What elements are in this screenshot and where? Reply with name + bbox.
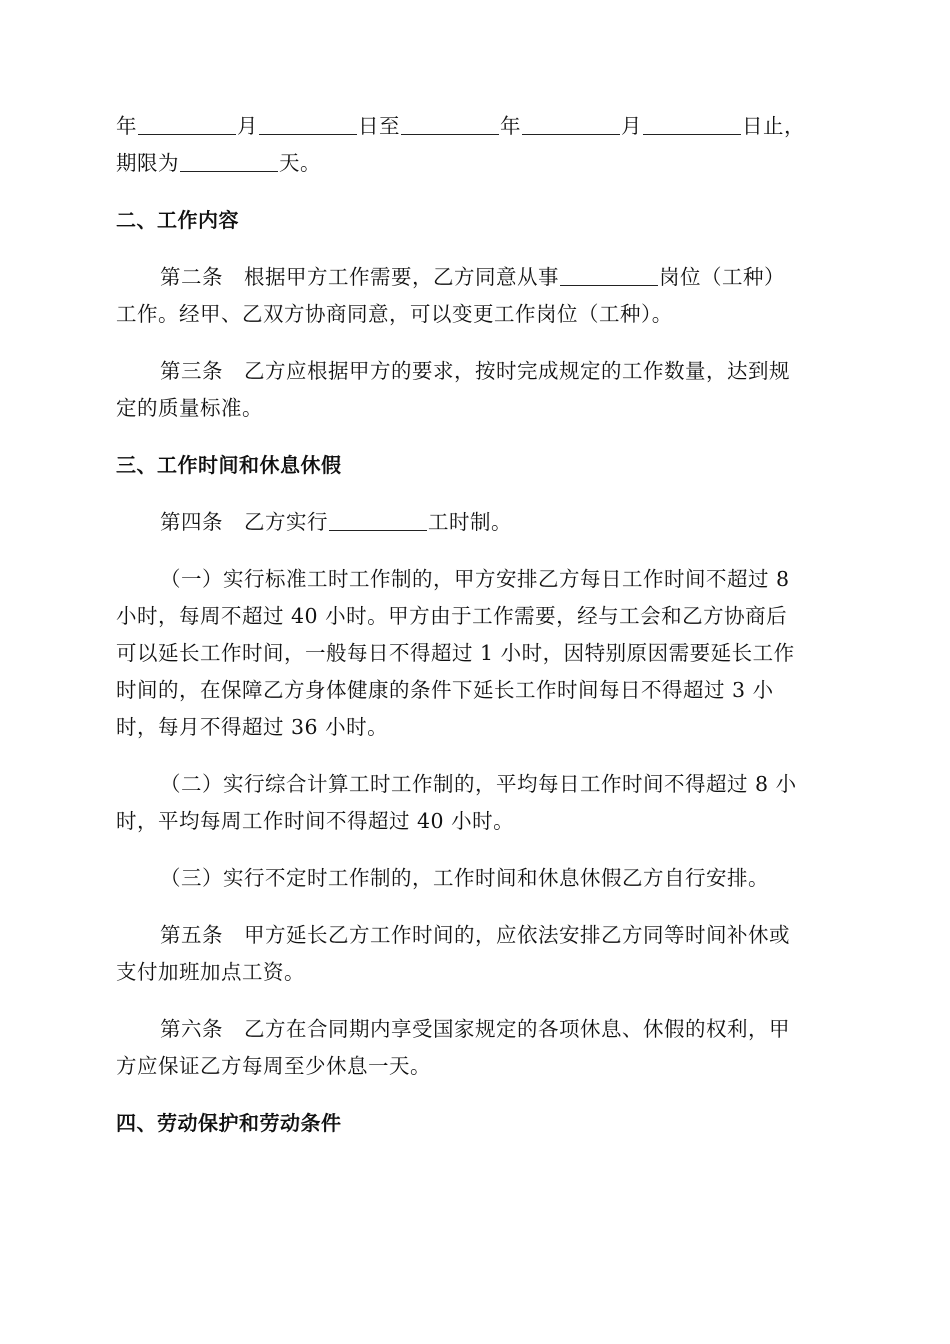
- article-4-text-a: 第四条 乙方实行: [160, 510, 328, 534]
- item-1-line-3: 可以延长工作时间，一般每日不得超过 1 小时，因特别原因需要延长工作: [116, 641, 795, 665]
- article-4-text-b: 工时制。: [428, 510, 512, 534]
- year-label-2: 年: [500, 114, 521, 138]
- article-2-text-b: 岗位（工种）: [659, 265, 785, 289]
- item-2-line-2: 时，平均每周工作时间不得超过 40 小时。: [116, 809, 515, 833]
- article-4-line-1: [116, 504, 836, 541]
- article-5-line-1: 第五条 甲方延长乙方工作时间的，应依法安排乙方同等时间补休或: [160, 923, 790, 947]
- month-label: 月: [237, 114, 258, 138]
- year-label: 年: [116, 114, 137, 138]
- duration-suffix: 天。: [279, 151, 321, 175]
- contract-term-paragraph: [116, 108, 836, 182]
- article-4-item-3: [116, 860, 836, 897]
- start-month-blank[interactable]: [259, 112, 357, 135]
- article-6-line-1: 第六条 乙方在合同期内享受国家规定的各项休息、休假的权利，甲: [160, 1017, 790, 1041]
- article-3: [116, 353, 836, 427]
- article-6: [116, 1011, 836, 1085]
- article-4-item-2: [116, 766, 836, 840]
- article-5-line-2: 支付加班加点工资。: [116, 960, 305, 984]
- start-day-blank[interactable]: [401, 112, 499, 135]
- end-year-blank[interactable]: [522, 112, 620, 135]
- day-end-label: 日止，: [742, 114, 805, 138]
- article-2-text-a: 第二条 根据甲方工作需要，乙方同意从事: [160, 265, 559, 289]
- article-4-item-1: [116, 561, 836, 746]
- section-heading-work-hours: 三、工作时间和休息休假: [116, 453, 342, 477]
- article-5: [116, 917, 836, 991]
- end-month-blank[interactable]: [643, 112, 741, 135]
- item-3-line-1: （三）实行不定时工作制的，工作时间和休息休假乙方自行安排。: [160, 866, 769, 890]
- article-6-line-2: 方应保证乙方每周至少休息一天。: [116, 1054, 431, 1078]
- position-blank[interactable]: [560, 263, 658, 286]
- duration-prefix: 期限为: [116, 151, 179, 175]
- article-2-line-2: 工作。经甲、乙双方协商同意，可以变更工作岗位（工种）。: [116, 302, 673, 326]
- section-heading-labor-protection: 四、劳动保护和劳动条件: [116, 1111, 342, 1135]
- contract-page: [116, 108, 836, 1162]
- term-line-1: [116, 108, 836, 145]
- duration-days-blank[interactable]: [180, 149, 278, 172]
- start-year-blank[interactable]: [138, 112, 236, 135]
- item-1-line-5: 时，每月不得超过 36 小时。: [116, 715, 389, 739]
- work-hours-system-blank[interactable]: [329, 508, 427, 531]
- item-1-line-2: 小时，每周不超过 40 小时。甲方由于工作需要，经与工会和乙方协商后: [116, 604, 788, 628]
- article-3-line-1: 第三条 乙方应根据甲方的要求，按时完成规定的工作数量，达到规: [160, 359, 790, 383]
- term-line-2: [116, 145, 836, 182]
- article-2-line-1: [116, 259, 836, 296]
- item-2-line-1: （二）实行综合计算工时工作制的，平均每日工作时间不得超过 8 小: [160, 772, 797, 796]
- article-3-line-2: 定的质量标准。: [116, 396, 263, 420]
- article-2: [116, 259, 836, 333]
- item-1-line-4: 时间的，在保障乙方身体健康的条件下延长工作时间每日不得超过 3 小: [116, 678, 774, 702]
- day-to-label: 日至: [358, 114, 400, 138]
- article-4: [116, 504, 836, 541]
- item-1-line-1: （一）实行标准工时工作制的，甲方安排乙方每日工作时间不超过 8: [160, 567, 790, 591]
- section-heading-work-content: 二、工作内容: [116, 208, 239, 232]
- month-label-2: 月: [621, 114, 642, 138]
